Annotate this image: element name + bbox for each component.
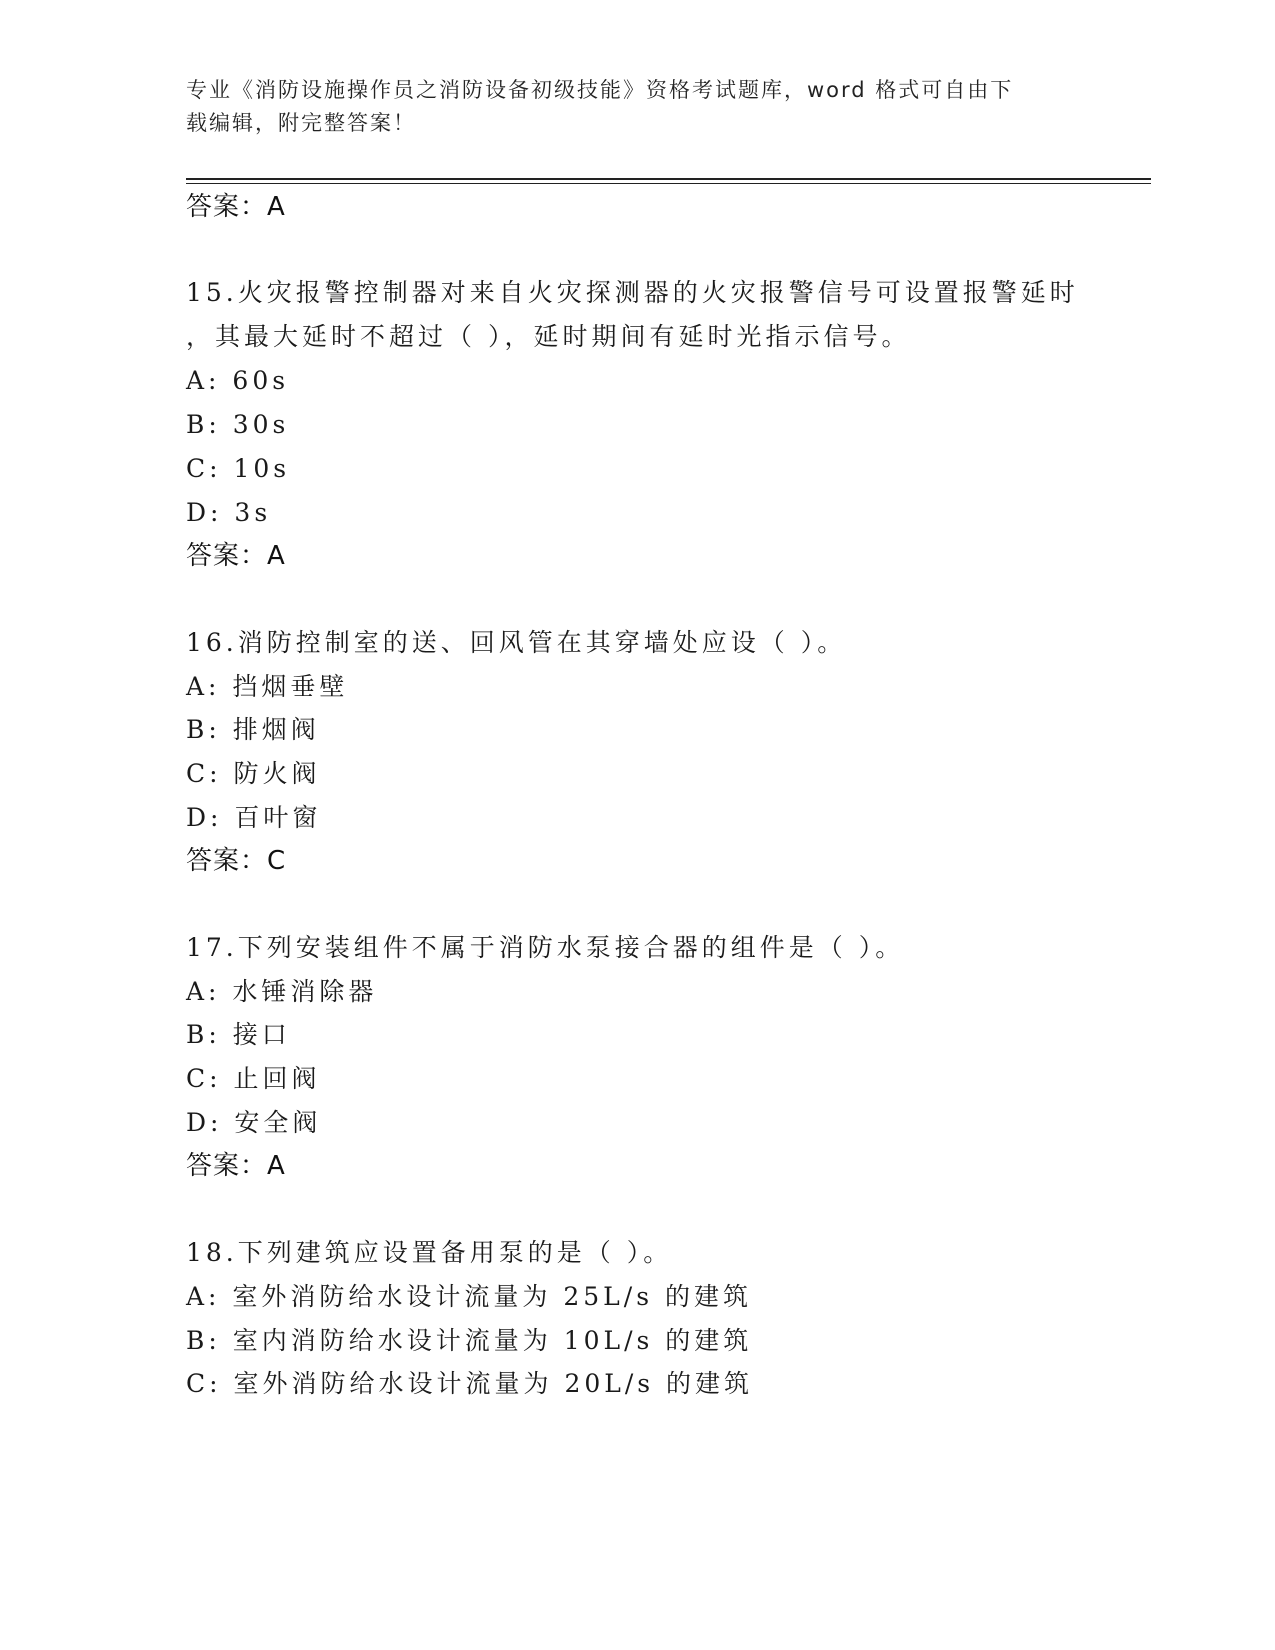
question-16-option-d: D: 百叶窗	[186, 803, 322, 832]
question-18-stem: 18.下列建筑应设置备用泵的是（ ）。	[186, 1238, 673, 1267]
question-15-answer: 答案：A	[186, 541, 286, 571]
question-15-option-d: D: 3s	[186, 498, 272, 527]
question-17-option-c: C: 止回阀	[186, 1064, 321, 1093]
header-line-2: 载编辑，附完整答案！	[186, 111, 416, 135]
question-17-option-b: B: 接口	[186, 1020, 291, 1049]
question-15-stem-line-2: ，其最大延时不超过（ ），延时期间有延时光指示信号。	[186, 322, 911, 351]
header-divider-thin	[186, 183, 1151, 184]
question-16-option-c: C: 防火阀	[186, 759, 321, 788]
previous-answer: 答案：A	[186, 192, 286, 222]
question-16-option-b: B: 排烟阀	[186, 715, 320, 744]
question-15-stem-line-1: 15.火灾报警控制器对来自火灾探测器的火灾报警信号可设置报警延时	[186, 278, 1079, 307]
document-header	[186, 74, 1086, 140]
question-15-option-b: B: 30s	[186, 410, 290, 439]
question-17-option-a: A: 水锤消除器	[186, 977, 378, 1006]
question-18-option-b: B: 室内消防给水设计流量为 10L/s 的建筑	[186, 1326, 753, 1355]
question-17-option-d: D: 安全阀	[186, 1108, 322, 1137]
question-15-option-c: C: 10s	[186, 454, 291, 483]
question-15-option-a: A: 60s	[186, 366, 290, 395]
header-line-1: 专业《消防设施操作员之消防设备初级技能》资格考试题库，word 格式可自由下	[186, 78, 1014, 102]
question-18-option-a: A: 室外消防给水设计流量为 25L/s 的建筑	[186, 1282, 752, 1311]
question-16-answer: 答案：C	[186, 846, 287, 876]
question-17-answer: 答案：A	[186, 1151, 286, 1181]
question-18-option-c: C: 室外消防给水设计流量为 20L/s 的建筑	[186, 1369, 754, 1398]
header-divider-thick	[186, 178, 1151, 180]
question-16-stem: 16.消防控制室的送、回风管在其穿墙处应设（ ）。	[186, 628, 847, 657]
question-17-stem: 17.下列安装组件不属于消防水泵接合器的组件是（ ）。	[186, 933, 905, 962]
question-16-option-a: A: 挡烟垂壁	[186, 672, 349, 701]
